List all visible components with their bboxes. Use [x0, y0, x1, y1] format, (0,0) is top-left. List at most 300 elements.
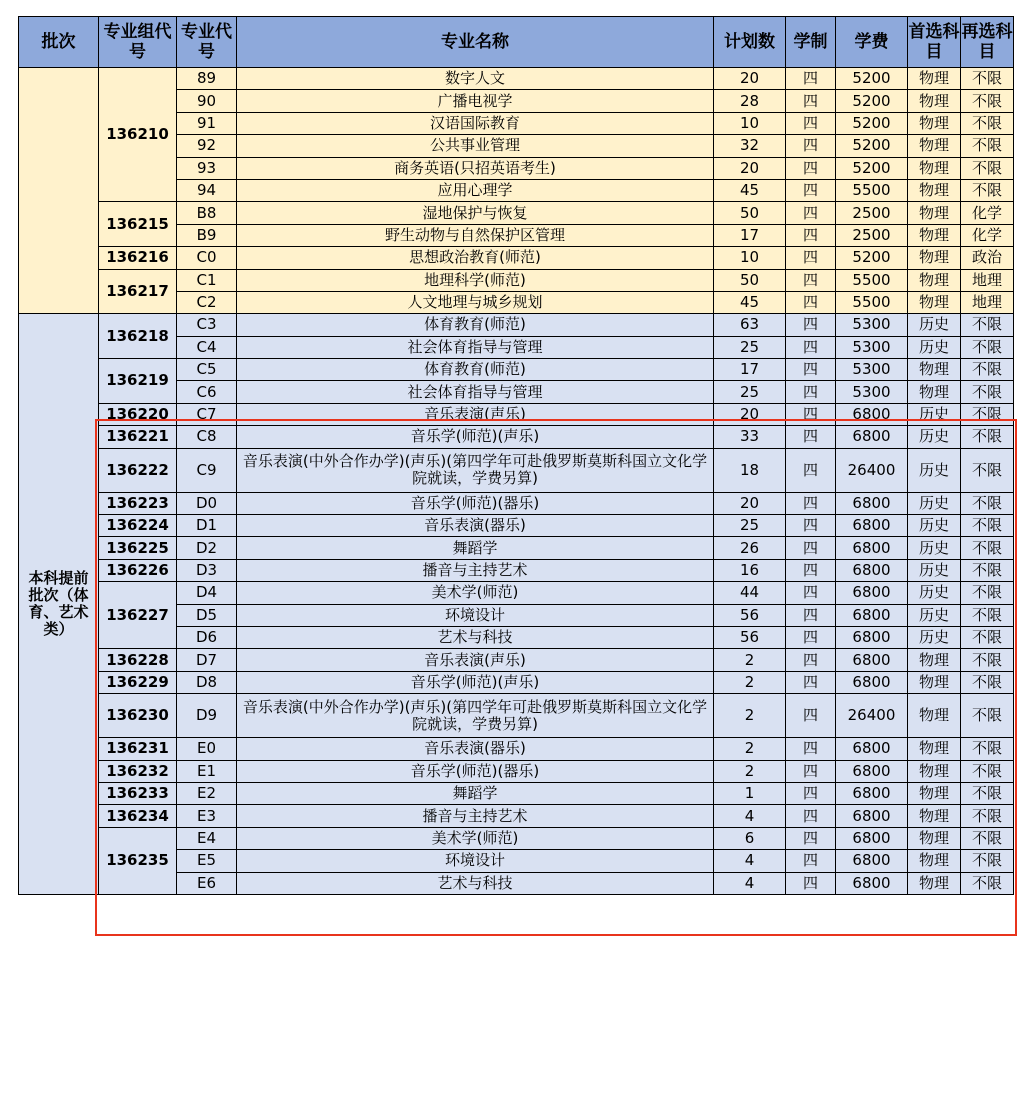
fee-cell: 6800 [836, 850, 908, 872]
first-subject-cell: 物理 [908, 179, 961, 201]
fee-cell: 5300 [836, 314, 908, 336]
major-code-cell: D4 [177, 582, 237, 604]
second-subject-cell: 不限 [961, 403, 1014, 425]
second-subject-cell: 不限 [961, 782, 1014, 804]
first-subject-cell: 物理 [908, 872, 961, 894]
second-subject-cell: 不限 [961, 381, 1014, 403]
major-code-cell: D0 [177, 492, 237, 514]
fee-cell: 6800 [836, 426, 908, 448]
major-code-cell: C9 [177, 448, 237, 492]
group-code-cell: 136217 [99, 269, 177, 314]
duration-cell: 四 [786, 202, 836, 224]
major-name-cell [237, 403, 714, 425]
major-code-cell: C4 [177, 336, 237, 358]
group-code-cell: 136233 [99, 782, 177, 804]
first-subject-cell: 物理 [908, 68, 961, 90]
first-subject-cell: 物理 [908, 224, 961, 246]
first-subject-cell: 物理 [908, 157, 961, 179]
major-name-cell [237, 224, 714, 246]
major-name-text: 应用心理学 [437, 181, 513, 200]
group-code-cell: 136225 [99, 537, 177, 559]
plan-cell: 10 [714, 247, 786, 269]
fee-cell: 5500 [836, 269, 908, 291]
major-code-cell: D7 [177, 649, 237, 671]
major-name-cell [237, 179, 714, 201]
table-row [19, 805, 1014, 827]
duration-cell: 四 [786, 559, 836, 581]
group-code-cell: 136229 [99, 671, 177, 693]
duration-cell: 四 [786, 805, 836, 827]
duration-cell: 四 [786, 760, 836, 782]
major-name-cell [237, 157, 714, 179]
second-subject-cell: 不限 [961, 537, 1014, 559]
fee-cell: 6800 [836, 805, 908, 827]
duration-cell: 四 [786, 247, 836, 269]
plan-cell: 20 [714, 157, 786, 179]
first-subject-cell: 物理 [908, 760, 961, 782]
major-code-cell: E4 [177, 827, 237, 849]
plan-cell: 45 [714, 179, 786, 201]
group-code-cell: 136215 [99, 202, 177, 247]
group-code-cell: 136230 [99, 694, 177, 738]
fee-cell: 5500 [836, 179, 908, 201]
fee-cell: 5300 [836, 359, 908, 381]
fee-cell: 6800 [836, 649, 908, 671]
major-code-cell: E2 [177, 782, 237, 804]
plan-cell: 44 [714, 582, 786, 604]
major-name-text: 汉语国际教育 [429, 113, 520, 132]
duration-cell: 四 [786, 269, 836, 291]
major-name-text: 环境设计 [444, 851, 505, 870]
duration-cell: 四 [786, 626, 836, 648]
plan-cell: 20 [714, 492, 786, 514]
duration-cell: 四 [786, 850, 836, 872]
header-plan: 计划数 [714, 17, 786, 68]
table-row [19, 448, 1014, 492]
second-subject-cell: 不限 [961, 805, 1014, 827]
fee-cell: 5200 [836, 68, 908, 90]
table-row [19, 314, 1014, 336]
duration-cell: 四 [786, 604, 836, 626]
fee-cell: 6800 [836, 671, 908, 693]
plan-cell: 2 [714, 760, 786, 782]
major-name-cell [237, 827, 714, 849]
duration-cell: 四 [786, 224, 836, 246]
major-name-cell [237, 694, 714, 738]
major-name-cell [237, 448, 714, 492]
major-code-cell: C0 [177, 247, 237, 269]
plan-cell: 4 [714, 850, 786, 872]
table-row [19, 269, 1014, 291]
first-subject-cell: 物理 [908, 850, 961, 872]
major-name-cell [237, 381, 714, 403]
first-subject-cell: 物理 [908, 135, 961, 157]
table-row [19, 68, 1014, 90]
plan-cell: 50 [714, 269, 786, 291]
major-name-text: 美术学(师范) [431, 828, 519, 847]
major-name-text: 音乐表演(声乐) [424, 405, 526, 424]
fee-cell: 5200 [836, 135, 908, 157]
second-subject-cell: 不限 [961, 582, 1014, 604]
major-name-cell [237, 68, 714, 90]
header-second-subject: 再选科目 [961, 17, 1014, 68]
major-name-text: 音乐学(师范)(声乐) [410, 427, 540, 446]
first-subject-cell: 物理 [908, 112, 961, 134]
fee-cell: 6800 [836, 492, 908, 514]
major-code-cell: C8 [177, 426, 237, 448]
second-subject-cell: 不限 [961, 90, 1014, 112]
major-name-text: 音乐学(师范)(器乐) [410, 493, 540, 512]
major-code-cell: C5 [177, 359, 237, 381]
group-code-cell: 136235 [99, 827, 177, 894]
duration-cell: 四 [786, 872, 836, 894]
group-code-cell: 136219 [99, 359, 177, 404]
duration-cell: 四 [786, 314, 836, 336]
major-name-cell [237, 247, 714, 269]
header-first-subject: 首选科目 [908, 17, 961, 68]
fee-cell: 6800 [836, 582, 908, 604]
major-name-text: 音乐表演(中外合作办学)(声乐)(第四学年可赴俄罗斯莫斯科国立文化学院就读，学费另算) [242, 452, 708, 488]
second-subject-cell: 不限 [961, 157, 1014, 179]
major-name-text: 公共事业管理 [429, 136, 520, 155]
fee-cell: 26400 [836, 448, 908, 492]
duration-cell: 四 [786, 179, 836, 201]
major-code-cell: D2 [177, 537, 237, 559]
major-name-text: 野生动物与自然保护区管理 [384, 225, 565, 244]
fee-cell: 6800 [836, 537, 908, 559]
duration-cell: 四 [786, 738, 836, 760]
major-code-cell: D6 [177, 626, 237, 648]
second-subject-cell: 地理 [961, 269, 1014, 291]
first-subject-cell: 物理 [908, 202, 961, 224]
duration-cell: 四 [786, 359, 836, 381]
major-name-text: 播音与主持艺术 [422, 561, 528, 579]
plan-cell: 28 [714, 90, 786, 112]
group-code-cell: 136220 [99, 403, 177, 425]
group-code-cell: 136218 [99, 314, 177, 359]
major-code-cell: C1 [177, 269, 237, 291]
group-code-cell: 136231 [99, 738, 177, 760]
first-subject-cell: 历史 [908, 403, 961, 425]
group-code-cell: 136228 [99, 649, 177, 671]
major-name-text: 体育教育(师范) [424, 315, 526, 334]
major-name-cell [237, 782, 714, 804]
first-subject-cell: 物理 [908, 827, 961, 849]
major-code-cell: D3 [177, 559, 237, 581]
major-name-text: 社会体育指导与管理 [407, 382, 543, 401]
major-name-cell [237, 291, 714, 313]
plan-cell: 17 [714, 224, 786, 246]
second-subject-cell: 不限 [961, 135, 1014, 157]
fee-cell: 5300 [836, 336, 908, 358]
table-row [19, 694, 1014, 738]
plan-cell: 20 [714, 68, 786, 90]
first-subject-cell: 物理 [908, 782, 961, 804]
first-subject-cell: 物理 [908, 247, 961, 269]
group-code-cell: 136222 [99, 448, 177, 492]
major-name-text: 音乐表演(中外合作办学)(声乐)(第四学年可赴俄罗斯莫斯科国立文化学院就读，学费另算) [242, 697, 708, 733]
major-name-cell [237, 604, 714, 626]
fee-cell: 6800 [836, 738, 908, 760]
fee-cell: 6800 [836, 872, 908, 894]
plan-cell: 25 [714, 381, 786, 403]
major-name-text: 地理科学(师范) [424, 270, 526, 289]
major-name-cell [237, 537, 714, 559]
second-subject-cell: 政治 [961, 247, 1014, 269]
table-row [19, 426, 1014, 448]
duration-cell: 四 [786, 671, 836, 693]
major-name-cell [237, 202, 714, 224]
fee-cell: 6800 [836, 515, 908, 537]
second-subject-cell: 不限 [961, 626, 1014, 648]
plan-cell: 25 [714, 336, 786, 358]
major-name-cell [237, 649, 714, 671]
group-code-cell: 136234 [99, 805, 177, 827]
first-subject-cell: 历史 [908, 604, 961, 626]
plan-cell: 63 [714, 314, 786, 336]
major-name-text: 体育教育(师范) [424, 360, 526, 379]
first-subject-cell: 物理 [908, 359, 961, 381]
major-code-cell: C6 [177, 381, 237, 403]
fee-cell: 5500 [836, 291, 908, 313]
table-row [19, 202, 1014, 224]
duration-cell: 四 [786, 135, 836, 157]
table-row [19, 515, 1014, 537]
second-subject-cell: 不限 [961, 694, 1014, 738]
major-name-cell [237, 738, 714, 760]
batch-cell-empty [19, 68, 99, 314]
second-subject-cell: 不限 [961, 649, 1014, 671]
plan-cell: 2 [714, 694, 786, 738]
major-name-cell [237, 90, 714, 112]
header-fee: 学费 [836, 17, 908, 68]
second-subject-cell: 不限 [961, 604, 1014, 626]
fee-cell: 2500 [836, 202, 908, 224]
major-code-cell: 89 [177, 68, 237, 90]
major-name-text: 播音与主持艺术 [422, 806, 528, 825]
major-name-text: 音乐学(师范)(器乐) [410, 761, 540, 780]
major-code-cell: E6 [177, 872, 237, 894]
group-code-cell: 136232 [99, 760, 177, 782]
major-code-cell: E5 [177, 850, 237, 872]
group-code-cell: 136216 [99, 247, 177, 269]
major-name-cell [237, 805, 714, 827]
major-code-cell: E0 [177, 738, 237, 760]
major-name-cell [237, 760, 714, 782]
second-subject-cell: 不限 [961, 314, 1014, 336]
first-subject-cell: 物理 [908, 694, 961, 738]
first-subject-cell: 历史 [908, 314, 961, 336]
major-name-cell [237, 515, 714, 537]
major-name-cell [237, 135, 714, 157]
major-code-cell: 90 [177, 90, 237, 112]
major-code-cell: B9 [177, 224, 237, 246]
table-row [19, 671, 1014, 693]
major-name-cell [237, 314, 714, 336]
first-subject-cell: 物理 [908, 291, 961, 313]
table-row [19, 738, 1014, 760]
batch-label: 本科提前批次（体育、艺术类） [28, 569, 89, 639]
second-subject-cell: 不限 [961, 179, 1014, 201]
major-name-text: 音乐表演(声乐) [424, 650, 526, 669]
plan-cell: 25 [714, 515, 786, 537]
major-name-text: 数字人文 [444, 69, 505, 88]
duration-cell: 四 [786, 403, 836, 425]
major-code-cell: D1 [177, 515, 237, 537]
second-subject-cell: 不限 [961, 68, 1014, 90]
group-code-cell: 136210 [99, 68, 177, 202]
duration-cell: 四 [786, 537, 836, 559]
duration-cell: 四 [786, 336, 836, 358]
first-subject-cell: 物理 [908, 90, 961, 112]
major-name-text: 环境设计 [444, 605, 505, 624]
major-name-cell [237, 426, 714, 448]
first-subject-cell: 历史 [908, 426, 961, 448]
major-code-cell: E3 [177, 805, 237, 827]
major-code-cell: 92 [177, 135, 237, 157]
first-subject-cell: 物理 [908, 805, 961, 827]
major-code-cell: 91 [177, 112, 237, 134]
duration-cell: 四 [786, 381, 836, 403]
second-subject-cell: 化学 [961, 224, 1014, 246]
major-code-cell: C3 [177, 314, 237, 336]
plan-cell: 17 [714, 359, 786, 381]
fee-cell: 6800 [836, 559, 908, 581]
second-subject-cell: 不限 [961, 515, 1014, 537]
fee-cell: 5300 [836, 381, 908, 403]
first-subject-cell: 历史 [908, 626, 961, 648]
second-subject-cell: 化学 [961, 202, 1014, 224]
header-row [19, 17, 1014, 68]
major-name-text: 湿地保护与恢复 [422, 203, 528, 222]
major-name-text: 人文地理与城乡规划 [407, 293, 543, 312]
major-name-text: 社会体育指导与管理 [407, 337, 543, 356]
table-row [19, 492, 1014, 514]
group-code-cell: 136226 [99, 559, 177, 581]
duration-cell: 四 [786, 827, 836, 849]
second-subject-cell: 不限 [961, 448, 1014, 492]
duration-cell: 四 [786, 694, 836, 738]
plan-cell: 4 [714, 872, 786, 894]
major-name-text: 舞蹈学 [452, 538, 498, 557]
fee-cell: 6800 [836, 760, 908, 782]
first-subject-cell: 历史 [908, 336, 961, 358]
second-subject-cell: 地理 [961, 291, 1014, 313]
second-subject-cell: 不限 [961, 426, 1014, 448]
first-subject-cell: 物理 [908, 381, 961, 403]
plan-cell: 18 [714, 448, 786, 492]
duration-cell: 四 [786, 492, 836, 514]
table-row [19, 247, 1014, 269]
duration-cell: 四 [786, 649, 836, 671]
major-name-cell [237, 359, 714, 381]
admission-plan-table [18, 16, 1014, 895]
major-name-text: 广播电视学 [437, 91, 513, 110]
plan-cell: 33 [714, 426, 786, 448]
header-batch: 批次 [19, 17, 99, 68]
batch-cell [19, 314, 99, 895]
second-subject-cell: 不限 [961, 559, 1014, 581]
duration-cell: 四 [786, 157, 836, 179]
plan-cell: 26 [714, 537, 786, 559]
fee-cell: 2500 [836, 224, 908, 246]
major-name-text: 音乐表演(器乐) [424, 516, 526, 535]
table-row [19, 582, 1014, 604]
plan-cell: 32 [714, 135, 786, 157]
second-subject-cell: 不限 [961, 112, 1014, 134]
fee-cell: 6800 [836, 604, 908, 626]
first-subject-cell: 物理 [908, 671, 961, 693]
duration-cell: 四 [786, 515, 836, 537]
major-code-cell: B8 [177, 202, 237, 224]
duration-cell: 四 [786, 582, 836, 604]
major-name-text: 音乐学(师范)(声乐) [410, 672, 540, 691]
plan-cell: 16 [714, 559, 786, 581]
fee-cell: 6800 [836, 827, 908, 849]
plan-cell: 50 [714, 202, 786, 224]
duration-cell: 四 [786, 90, 836, 112]
major-name-text: 美术学(师范) [431, 583, 519, 602]
major-code-cell: E1 [177, 760, 237, 782]
header-group-code: 专业组代号 [99, 17, 177, 68]
second-subject-cell: 不限 [961, 850, 1014, 872]
second-subject-cell: 不限 [961, 492, 1014, 514]
major-code-cell: D9 [177, 694, 237, 738]
first-subject-cell: 历史 [908, 515, 961, 537]
duration-cell: 四 [786, 291, 836, 313]
major-code-cell: C7 [177, 403, 237, 425]
plan-cell: 10 [714, 112, 786, 134]
header-duration: 学制 [786, 17, 836, 68]
table-row [19, 359, 1014, 381]
major-name-cell [237, 872, 714, 894]
plan-cell: 6 [714, 827, 786, 849]
group-code-cell: 136223 [99, 492, 177, 514]
major-name-cell [237, 626, 714, 648]
header-major-name: 专业名称 [237, 17, 714, 68]
major-name-cell [237, 559, 714, 581]
plan-cell: 2 [714, 649, 786, 671]
second-subject-cell: 不限 [961, 336, 1014, 358]
major-name-text: 艺术与科技 [437, 628, 513, 647]
major-name-cell [237, 112, 714, 134]
plan-cell: 56 [714, 604, 786, 626]
plan-cell: 20 [714, 403, 786, 425]
major-name-text: 思想政治教育(师范) [409, 248, 541, 267]
major-code-cell: D5 [177, 604, 237, 626]
fee-cell: 6800 [836, 403, 908, 425]
first-subject-cell: 物理 [908, 269, 961, 291]
first-subject-cell: 历史 [908, 559, 961, 581]
table-row [19, 649, 1014, 671]
first-subject-cell: 历史 [908, 492, 961, 514]
plan-cell: 2 [714, 671, 786, 693]
major-code-cell: 93 [177, 157, 237, 179]
first-subject-cell: 历史 [908, 537, 961, 559]
plan-cell: 45 [714, 291, 786, 313]
second-subject-cell: 不限 [961, 872, 1014, 894]
second-subject-cell: 不限 [961, 760, 1014, 782]
first-subject-cell: 物理 [908, 649, 961, 671]
major-name-text: 舞蹈学 [452, 784, 498, 803]
fee-cell: 5200 [836, 90, 908, 112]
second-subject-cell: 不限 [961, 738, 1014, 760]
fee-cell: 5200 [836, 157, 908, 179]
major-code-cell: C2 [177, 291, 237, 313]
group-code-cell: 136224 [99, 515, 177, 537]
second-subject-cell: 不限 [961, 827, 1014, 849]
duration-cell: 四 [786, 448, 836, 492]
